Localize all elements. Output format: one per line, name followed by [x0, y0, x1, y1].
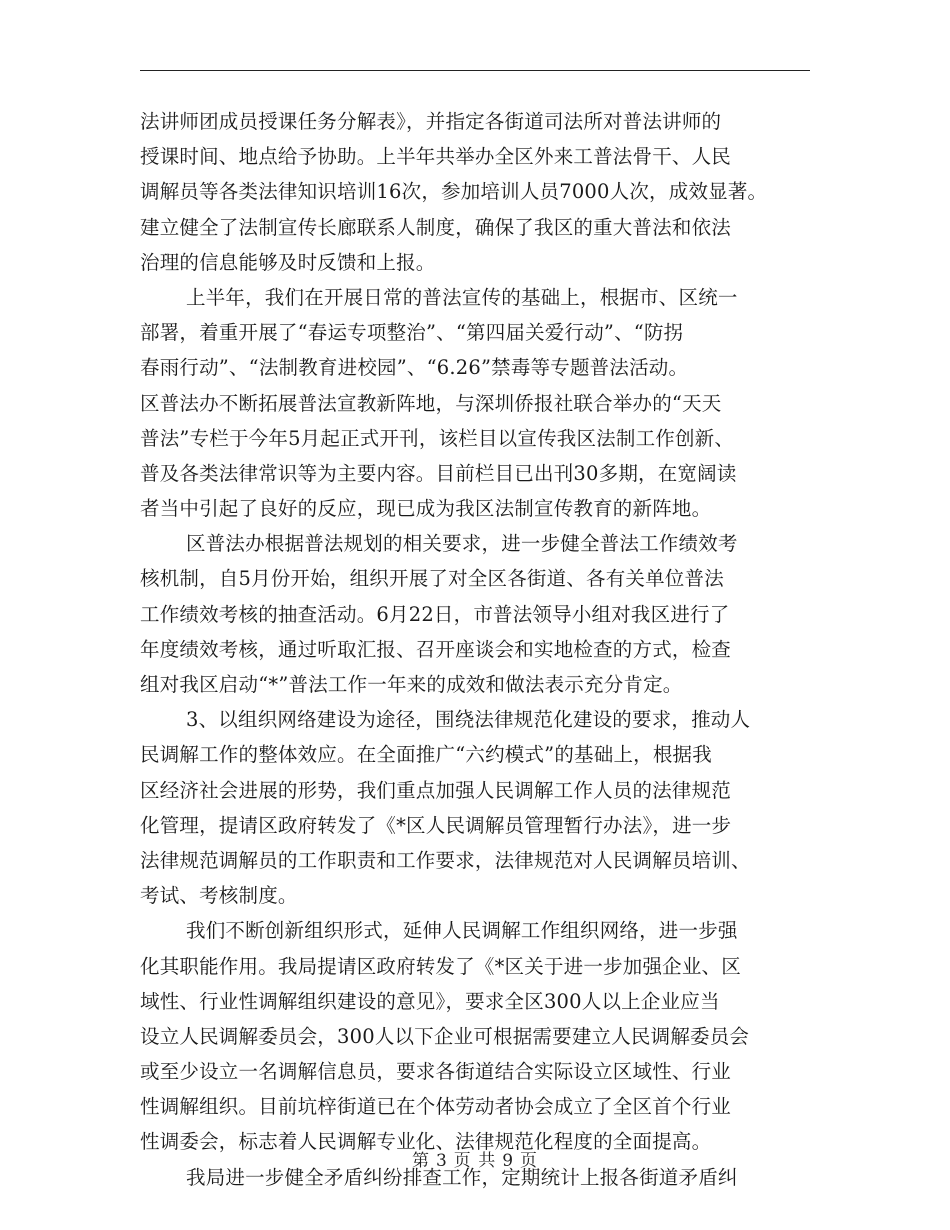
- text-line: 法律规范调解员的工作职责和工作要求，法律规范对人民调解员培训、: [140, 848, 751, 872]
- text-line: 普及各类法律常识等为主要内容。目前栏目已出刊30多期，在宽阔读: [140, 461, 737, 485]
- text-line: 核机制，自5月份开始，组织开展了对全区各街道、各有关单位普法: [140, 567, 724, 591]
- text-line: 性调委会，标志着人民调解专业化、法律规范化程度的全面提高。: [140, 1130, 712, 1154]
- paragraph-first-line: 我局进一步健全矛盾纠纷排查工作，定期统计上报各街道矛盾纠: [186, 1165, 738, 1189]
- text-line: 或至少设立一名调解信息员，要求各街道结合实际设立区域性、行业: [140, 1060, 732, 1084]
- footer-total-pages: 9: [502, 1151, 515, 1171]
- header-rule: [140, 70, 810, 71]
- footer-middle: 页 共: [453, 1151, 497, 1171]
- footer-prefix: 第: [411, 1151, 430, 1171]
- text-line: 年度绩效考核，通过听取汇报、召开座谈会和实地检查的方式，检查: [140, 637, 732, 661]
- text-line: 普法”专栏于今年5月起正式开刊，该栏目以宣传我区法制工作创新、: [140, 426, 735, 450]
- text-line: 区普法办不断拓展普法宣教新阵地，与深圳侨报社联合举办的“天天: [140, 391, 722, 415]
- paragraph-first-line: 3、以组织网络建设为途径，围绕法律规范化建设的要求，推动人: [186, 708, 751, 732]
- text-line: 化管理，提请区政府转发了《*区人民调解员管理暂行办法》，进一步: [140, 813, 732, 837]
- body-text: [140, 104, 815, 1195]
- paragraph-first-line: 我们不断创新组织形式，延伸人民调解工作组织网络，进一步强: [186, 919, 738, 943]
- text-line: 化其职能作用。我局提请区政府转发了《*区关于进一步加强企业、区: [140, 954, 741, 978]
- paragraph-first-line: 区普法办根据普法规划的相关要求，进一步健全普法工作绩效考: [186, 532, 738, 556]
- text-line: 治理的信息能够及时反馈和上报。: [140, 250, 436, 274]
- paragraph-first-line: 上半年，我们在开展日常的普法宣传的基础上，根据市、区统一: [186, 285, 738, 309]
- text-line: 者当中引起了良好的反应，现已成为我区法制宣传教育的新阵地。: [140, 497, 712, 521]
- text-line: 设立人民调解委员会，300人以下企业可根据需要建立人民调解委员会: [140, 1024, 750, 1048]
- page-footer: [0, 1146, 950, 1171]
- text-line: 区经济社会进展的形势，我们重点加强人民调解工作人员的法律规范: [140, 778, 732, 802]
- text-line: 考试、考核制度。: [140, 884, 298, 908]
- text-line: 法讲师团成员授课任务分解表》，并指定各街道司法所对普法讲师的: [140, 110, 722, 133]
- text-line: 建立健全了法制宣传长廊联系人制度，确保了我区的重大普法和依法: [140, 215, 732, 239]
- footer-suffix: 页: [520, 1151, 539, 1171]
- footer-page-number: 3: [435, 1151, 448, 1171]
- text-line: 部署，着重开展了“春运专项整治”、“第四届关爱行动”、“防拐: [140, 321, 684, 345]
- text-line: 性调解组织。目前坑梓街道已在个体劳动者协会成立了全区首个行业: [140, 1095, 732, 1119]
- text-line: 工作绩效考核的抽查活动。6月22日，市普法领导小组对我区进行了: [140, 602, 730, 626]
- text-line: 授课时间、地点给予协助。上半年共举办全区外来工普法骨干、人民: [140, 145, 732, 169]
- text-line: 调解员等各类法律知识培训16次，参加培训人员7000人次，成效显著。: [140, 180, 768, 204]
- text-line: 春雨行动”、“法制教育进校园”、“6.26”禁毒等专题普法活动。: [140, 356, 689, 380]
- text-line: 民调解工作的整体效应。在全面推广“六约模式”的基础上，根据我: [140, 743, 712, 767]
- text-line: 组对我区启动“*”普法工作一年来的成效和做法表示充分肯定。: [140, 673, 683, 696]
- text-line: 域性、行业性调解组织建设的意见》，要求全区300人以上企业应当: [140, 989, 720, 1013]
